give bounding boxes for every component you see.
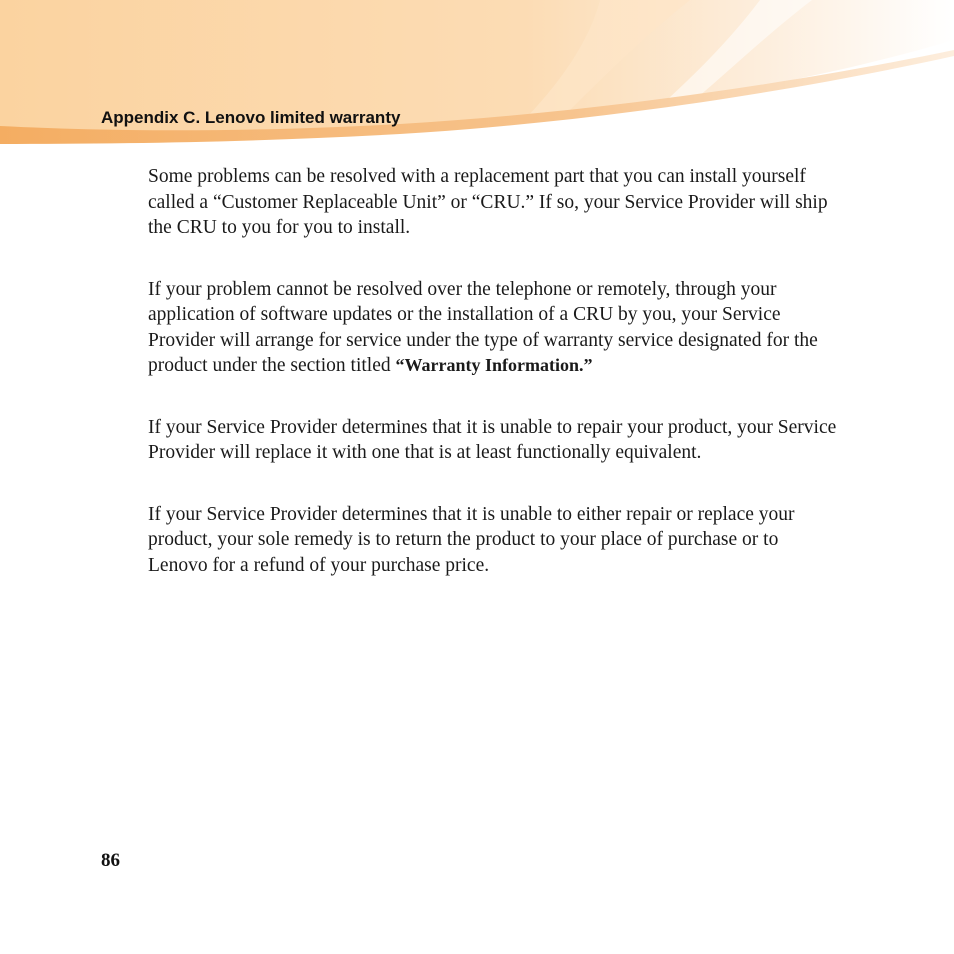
page-number: 86 — [101, 850, 120, 871]
paragraph-refund: If your Service Provider determines that it is unable to either repair or replace your product, your sole remedy is to return the product to your place of purchase or to Lenovo for a refund of your purchase price. — [148, 503, 795, 576]
section-title: Appendix C. Lenovo limited warranty — [101, 108, 401, 127]
paragraph-cru: Some problems can be resolved with a replacement part that you can install yourself called a “Customer Replaceable Unit” or “CRU.” If so, your Service Provider will ship the CRU to you for you to install. — [148, 166, 828, 238]
body-text — [148, 164, 838, 614]
paragraph-replace: If your Service Provider determines that it is unable to repair your product, your Service Provider will replace it with one that is at least functionally equivalent. — [148, 416, 837, 463]
paragraph-service-text: If your problem cannot be resolved over the telephone or remotely, through your application of software updates or the installation of a CRU by you, your Service Provider will arrange for service under the type of warranty service designated for the product under the section titled — [148, 278, 818, 376]
warranty-information-reference: “Warranty Information.” — [395, 355, 593, 375]
paragraph-service — [148, 277, 838, 379]
